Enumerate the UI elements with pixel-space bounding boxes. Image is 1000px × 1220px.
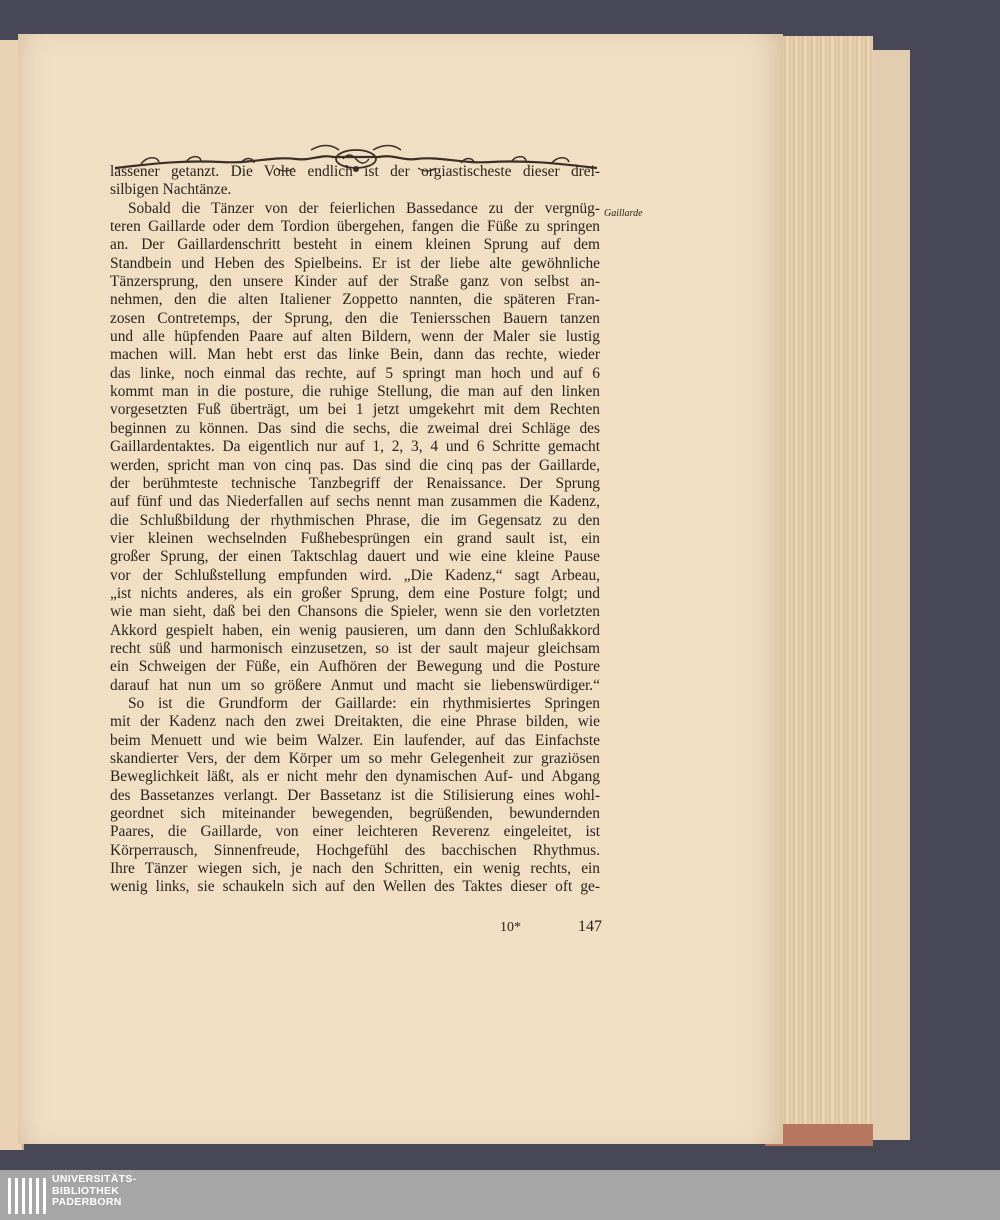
footer-bar bbox=[0, 1170, 1000, 1220]
logo-line: PADERBORN bbox=[52, 1196, 122, 1208]
text-line: Tänzersprung, den unsere Kinder auf der Straße ganz von selbst an- bbox=[110, 273, 600, 291]
text-line: beginnen zu können. Das sind die sechs, die zweimal drei Schläge des bbox=[110, 419, 600, 437]
text-line: großer Sprung, der einen Taktschlag dauert und wie eine kleine Pause bbox=[110, 548, 600, 566]
text-line: Standbein und Heben des Spielbeins. Er ist der liebe alte gewöhnliche bbox=[110, 254, 600, 272]
text-line: vorgesetzten Fuß überträgt, um bei 1 jetzt umgekehrt mit dem Rechten bbox=[110, 401, 600, 419]
text-line: silbigen Nachtänze. bbox=[110, 181, 232, 199]
text-line: Ihre Tänzer wiegen sich, je nach den Schritten, ein wenig rechts, ein bbox=[110, 860, 600, 878]
text-line: Körperrausch, Sinnenfreude, Hochgefühl des bacchischen Rhythmus. bbox=[110, 841, 600, 859]
text-line: So ist die Grundform der Gaillarde: ein rhythmisiertes Springen bbox=[128, 694, 600, 712]
text-line: Sobald die Tänzer von der feierlichen Bassedance zu der vergnüg- bbox=[128, 199, 600, 217]
text-line: geordnet sich miteinander bewegenden, begrüßenden, bewundernden bbox=[110, 805, 600, 823]
text-line: zosen Contretemps, der Sprung, den die Teniersschen Bauern tanzen bbox=[110, 309, 600, 327]
text-line: das linke, noch einmal das rechte, auf 5 springt man hoch und auf 6 bbox=[110, 364, 600, 382]
text-line: teren Gaillarde oder dem Tordion übergehen, fangen die Füße zu springen bbox=[110, 218, 600, 236]
text-line: auf fünf und das Niederfallen auf sechs nennt man zusammen die Kadenz, bbox=[110, 493, 600, 511]
text-line: Akkord gespielt haben, ein wenig pausieren, um dann den Schlußakkord bbox=[110, 621, 600, 639]
text-line: machen will. Man hebt erst das linke Bein, dann das rechte, wieder bbox=[110, 346, 600, 364]
text-line: des Bassetanzes verlangt. Der Bassetanz ist die Stilisierung eines wohl- bbox=[110, 786, 600, 804]
text-line: „ist nichts anderes, als ein großer Sprung, dem eine Posture folgt; und bbox=[110, 584, 600, 602]
page-number: 147 bbox=[578, 918, 602, 935]
library-logo-text bbox=[52, 1174, 136, 1209]
text-line: skandierter Vers, der dem Körper um so mehr Gelegenheit zur graziösen bbox=[110, 750, 600, 767]
text-line: wie man sieht, daß bei den Chansons die Spieler, wenn sie den vorletzten bbox=[110, 603, 600, 621]
logo-line: BIBLIOTHEK bbox=[52, 1184, 120, 1197]
margin-note: Gaillarde bbox=[604, 208, 643, 219]
text-line: vier kleinen wechselnden Fußhebesprüngen ein grand sault ist, ein bbox=[110, 529, 600, 547]
text-line: Paares, die Gaillarde, von einer leichteren Reverenz eingeleitet, ist bbox=[110, 823, 600, 841]
text-line: und alle hüpfenden Paare auf alten Bildern, wenn der Maler sie lustig bbox=[110, 328, 600, 346]
text-line: nehmen, den die alten Italiener Zoppetto nannten, die späteren Fran- bbox=[110, 291, 600, 309]
body-text bbox=[110, 163, 600, 897]
text-line: werden, spricht man von cinq pas. Das sind die cinq pas der Gaillarde, bbox=[110, 456, 600, 474]
text-line: wenig links, sie schaukeln sich auf den Wellen des Taktes dieser oft ge- bbox=[110, 878, 600, 896]
text-line: beim Menuett und wie beim Walzer. Ein laufender, auf das Einfachste bbox=[110, 731, 600, 749]
text-line: darauf hat nun um so größere Anmut und macht sie liebenswürdiger.“ bbox=[110, 676, 600, 694]
text-line: ein Schweigen der Füße, ein Aufhören der Bewegung und die Posture bbox=[110, 658, 600, 676]
library-barcode-logo-icon bbox=[6, 1176, 48, 1216]
text-line: mit der Kadenz nach den zwei Dreitakten, die eine Phrase bilden, wie bbox=[110, 713, 600, 731]
text-line: die Schlußbildung der rhythmischen Phrase, die im Gegensatz zu den bbox=[110, 511, 600, 529]
book-page bbox=[18, 34, 783, 1144]
text-line: recht süß und harmonisch einzusetzen, so ist der sault majeur gleichsam bbox=[110, 639, 600, 657]
text-line: vor der Schlußstellung empfunden wird. „Die Kadenz,“ sagt Arbeau, bbox=[110, 566, 600, 584]
text-line: der berühmteste technische Tanzbegriff der Renaissance. Der Sprung bbox=[110, 474, 600, 492]
text-line: Gaillardentaktes. Da eigentlich nur auf 1, 2, 3, 4 und 6 Schritte gemacht bbox=[110, 438, 600, 456]
text-line: kommt man in die posture, die ruhige Stellung, die man auf den linken bbox=[110, 383, 600, 401]
logo-line: UNIVERSITÄTS- bbox=[52, 1173, 137, 1185]
text-line: Beweglichkeit läßt, als er nicht mehr den dynamischen Auf- und Abgang bbox=[110, 768, 600, 786]
text-line: lassener getanzt. Die Volte endlich ist der orgiastischeste dieser drei- bbox=[110, 163, 600, 180]
signature-mark: 10* bbox=[500, 920, 521, 935]
text-line: an. Der Gaillardenschritt besteht in einem kleinen Sprung auf dem bbox=[110, 236, 600, 254]
